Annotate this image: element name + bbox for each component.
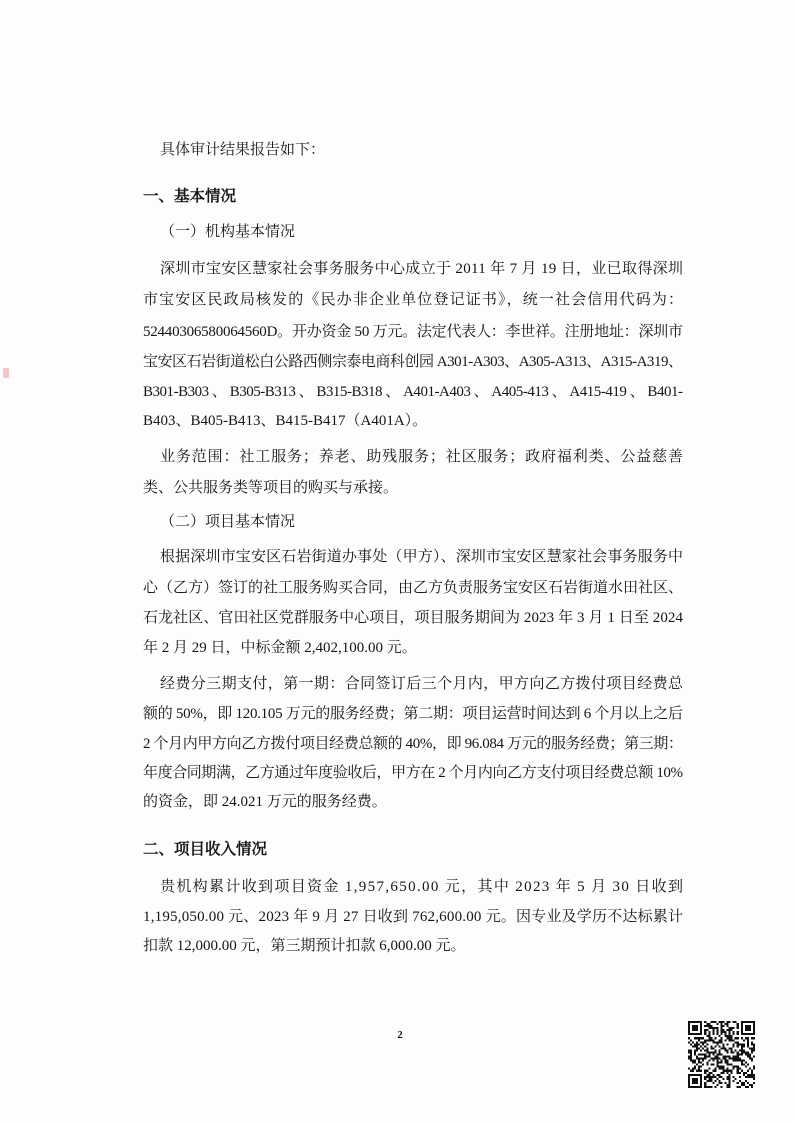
paragraph-line <box>160 547 683 567</box>
section-heading-text: 二、项目收入情况 <box>143 841 268 858</box>
paragraph-line-text: 年 2 月 29 日，中标金额 2,402,100.00 元。 <box>143 640 417 656</box>
paragraph-line <box>143 792 683 812</box>
paragraph-line-text: 根据深圳市宝安区石岩街道办事处（甲方）、深圳市宝安区慧家社会事务服务中 <box>160 549 684 565</box>
paragraph-line <box>143 382 683 402</box>
intro-text: 具体审计结果报告如下： <box>160 142 326 158</box>
paragraph-line-text: 宝安区石岩街道松白公路西侧宗泰电商科创园 A301-A303、A305-A313、A315-A319、 <box>143 354 683 370</box>
paragraph-line <box>143 322 683 342</box>
paragraph-line <box>160 259 683 279</box>
paragraph-line <box>143 290 683 310</box>
section-heading-basic-info <box>143 187 683 207</box>
page-number: 2 <box>397 1029 403 1041</box>
paragraph-line <box>160 674 683 694</box>
paragraph-line-text: B301-B303 、 B305-B313 、 B315-B318 、 A401-A403 、 A405-413 、 A415-419 、 B401- <box>143 384 683 400</box>
paragraph-line <box>143 734 683 754</box>
paragraph-line-text: 石龙社区、官田社区党群服务中心项目，项目服务期间为 2023 年 3 月 1 日至 2024 <box>143 610 684 626</box>
paragraph-line <box>143 578 683 598</box>
paragraph-line <box>143 638 683 658</box>
paragraph-line-text: 2 个月内甲方向乙方拨付项目经费总额的 40%，即 96.084 万元的服务经费；第三期： <box>143 736 683 752</box>
paragraph-line <box>143 608 683 628</box>
paragraph-line-text: 业务范围：社工服务；养老、助残服务；社区服务；政府福利类、公益慈善 <box>160 449 684 465</box>
paragraph-line-text: 52440306580064560D。开办资金 50 万元。法定代表人：李世祥。注册地址：深圳市 <box>143 324 683 340</box>
paragraph-line-text: 年度合同期满，乙方通过年度验收后，甲方在 2 个月内向乙方支付项目经费总额 10% <box>143 765 683 781</box>
paragraph-line-text: B403、B405-B413、B415-B417（A401A）。 <box>143 413 428 429</box>
paragraph-line <box>160 447 683 467</box>
paragraph-line <box>143 704 683 724</box>
section-heading-text: 一、基本情况 <box>143 188 237 205</box>
subsection-heading-text: （二）项目基本情况 <box>160 514 296 530</box>
paragraph-line-text: 市宝安区民政局核发的《民办非企业单位登记证书》，统一社会信用代码为： <box>143 292 685 308</box>
intro-line <box>160 140 683 160</box>
stamp-edge-mark <box>3 368 9 378</box>
paragraph-line <box>160 877 683 897</box>
paragraph-line <box>143 352 683 372</box>
paragraph-line <box>143 763 683 783</box>
subsection-heading-organization <box>160 222 683 242</box>
paragraph-line-text: 类、公共服务类等项目的购买与承接。 <box>143 480 399 496</box>
paragraph-line-text: 额的 50%，即 120.105 万元的服务经费；第二期：项目运营时间达到 6 个月以上之后 <box>143 706 683 722</box>
paragraph-line-text: 深圳市宝安区慧家社会事务服务中心成立于 2011 年 7 月 19 日，业已取得深圳 <box>160 261 684 277</box>
paragraph-line <box>143 411 683 431</box>
paragraph-line-text: 的资金，即 24.021 万元的服务经费。 <box>143 794 387 810</box>
paragraph-line-text: 贵机构累计收到项目资金 1,957,650.00 元，其中 2023 年 5 月 30 日收到 <box>160 879 685 895</box>
qr-code <box>688 1021 755 1088</box>
section-heading-income <box>143 840 683 860</box>
subsection-heading-text: （一）机构基本情况 <box>160 224 296 240</box>
paragraph-line <box>143 907 683 927</box>
paragraph-line <box>143 936 683 956</box>
subsection-heading-project <box>160 512 683 532</box>
paragraph-line-text: 扣款 12,000.00 元，第三期预计扣款 6,000.00 元。 <box>143 938 466 954</box>
paragraph-line-text: 1,195,050.00 元、2023 年 9 月 27 日收到 762,600.00 元。因专业及学历不达标累计 <box>143 909 684 925</box>
paragraph-line-text: 经费分三期支付，第一期：合同签订后三个月内，甲方向乙方拨付项目经费总 <box>160 676 684 692</box>
paragraph-line <box>143 478 683 498</box>
paragraph-line-text: 心（乙方）签订的社工服务购买合同，由乙方负责服务宝安区石岩街道水田社区、 <box>143 580 683 596</box>
